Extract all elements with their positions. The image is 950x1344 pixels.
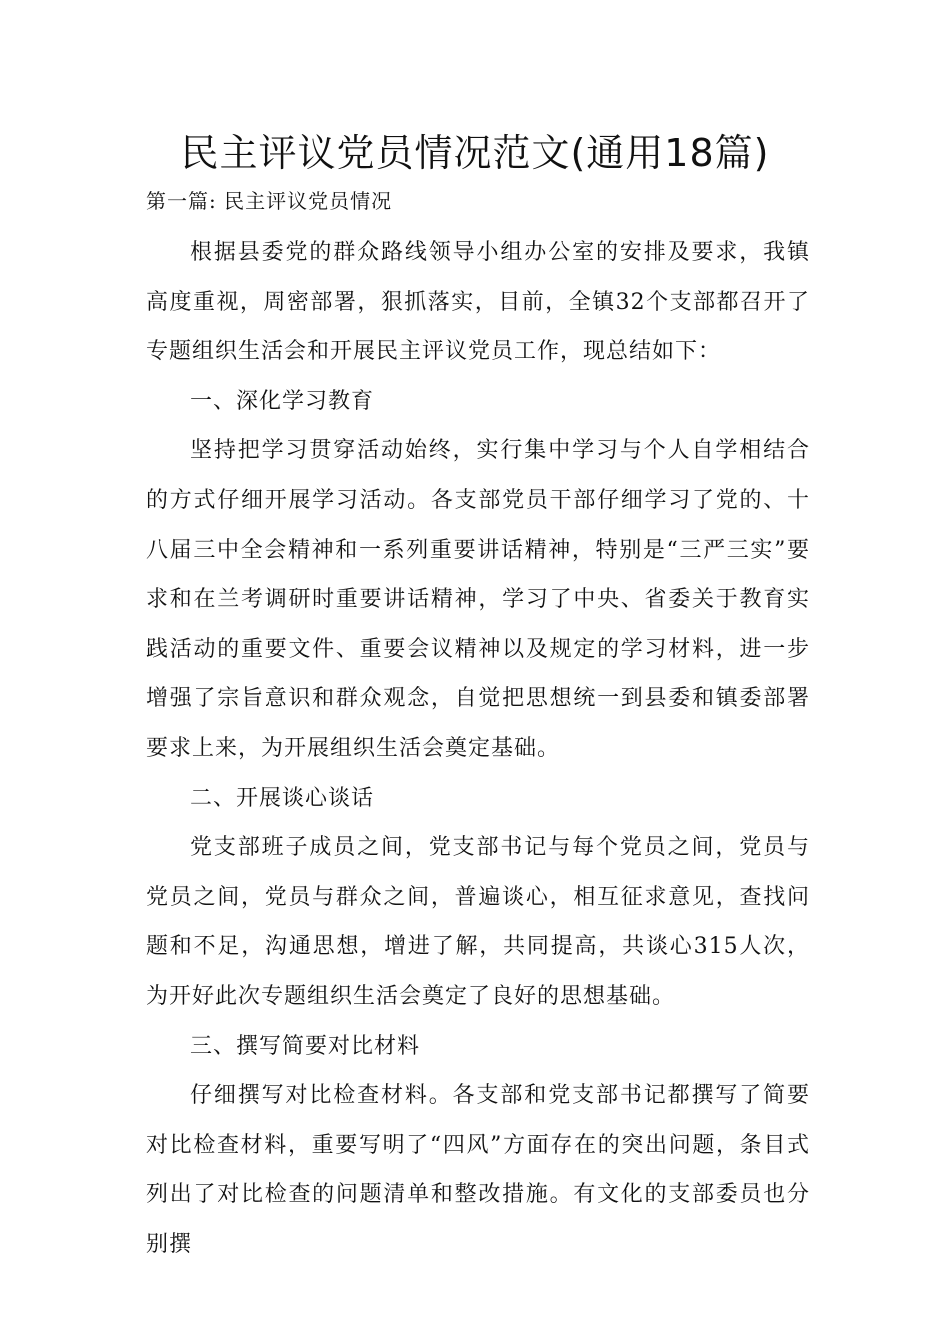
section-paragraph-3: 仔细撰写对比检查材料。各支部和党支部书记都撰写了简要对比检查材料，重要写明了“四风”方面存在的突出问题，条目式列出了对比检查的问题清单和整改措施。有文化的支部委员也分别撰 bbox=[146, 1083, 810, 1257]
section-paragraph-1: 坚持把学习贯穿活动始终，实行集中学习与个人自学相结合的方式仔细开展学习活动。各支部党员干部仔细学习了党的、十八届三中全会精神和一系列重要讲话精神，特别是“三严三实”要求和在兰考调研时重要讲话精神，学习了中央、省委关于教育实践活动的重要文件、重要会议精神以及规定的学习材料，进一步增强了宗旨意识和群众观念，自觉把思想统一到县委和镇委部署要求上来，为开展组织生活会奠定基础。 bbox=[146, 438, 810, 761]
document-body bbox=[146, 228, 810, 1269]
section-heading-1: 一、深化学习教育 bbox=[190, 388, 375, 414]
section-heading-2: 二、开展谈心谈话 bbox=[190, 785, 375, 811]
document-title: 民主评议党员情况范文(通用18篇) bbox=[180, 131, 770, 175]
document-subtitle: 第一篇: 民主评议党员情况 bbox=[146, 189, 393, 213]
section-heading-3: 三、撰写简要对比材料 bbox=[190, 1033, 421, 1059]
section-paragraph-2: 党支部班子成员之间，党支部书记与每个党员之间，党员与党员之间，党员与群众之间，普遍谈心，相互征求意见，查找问题和不足，沟通思想，增进了解，共同提高，共谈心315人次，为开好此次专题组织生活会奠定了良好的思想基础。 bbox=[146, 835, 810, 1009]
intro-paragraph: 根据县委党的群众路线领导小组办公室的安排及要求，我镇高度重视，周密部署，狠抓落实，目前，全镇32个支部都召开了专题组织生活会和开展民主评议党员工作，现总结如下： bbox=[146, 240, 810, 365]
